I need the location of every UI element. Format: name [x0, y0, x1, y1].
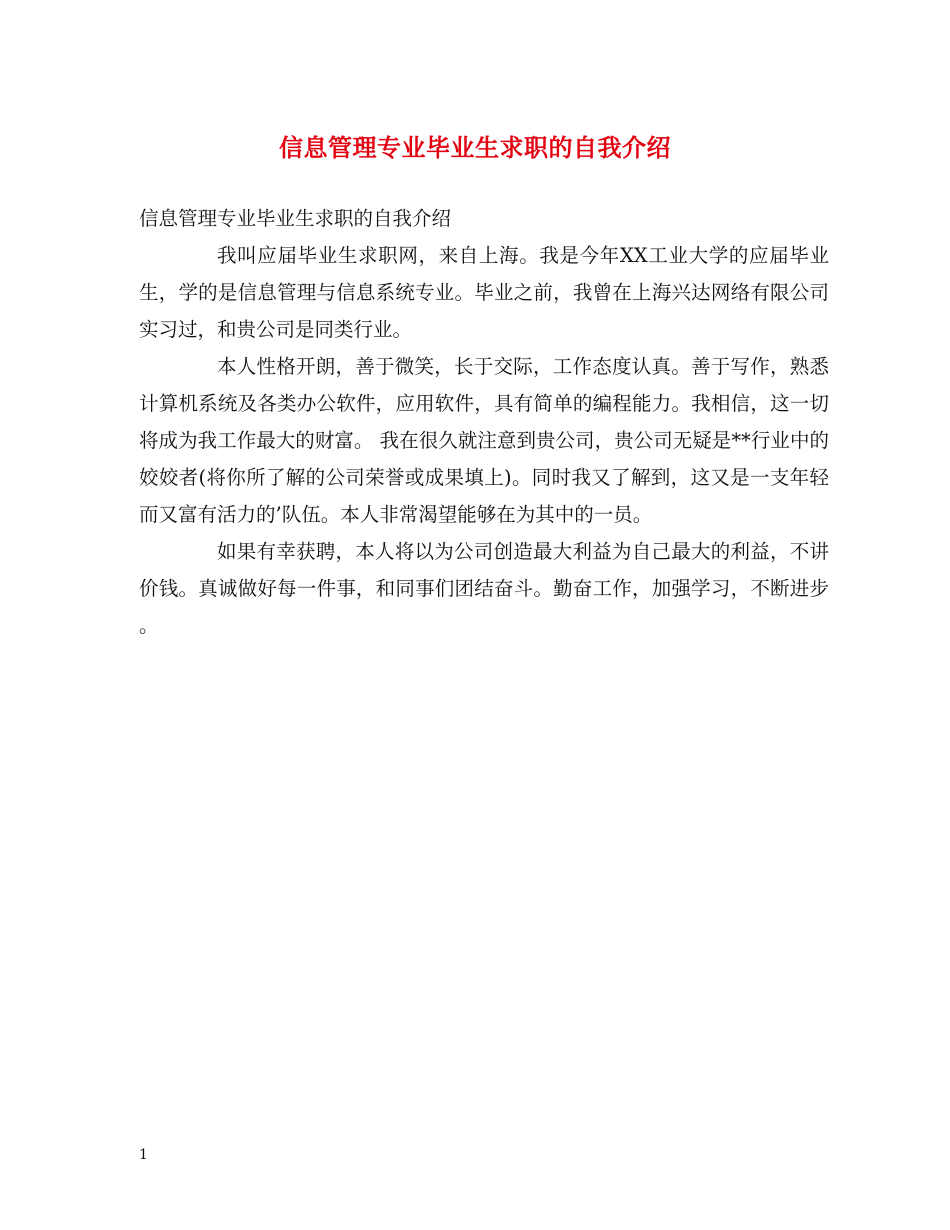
document-subtitle: 信息管理专业毕业生求职的自我介绍 — [139, 207, 452, 230]
paragraph-1: 我叫应届毕业生求职网，来自上海。我是今年XX工业大学的应届毕业生，学的是信息管理与信息系统专业。毕业之前，我曾在上海兴达网络有限公司实习过，和贵公司是同类行业。 — [139, 244, 829, 341]
document-body — [139, 200, 829, 644]
paragraph-2: 本人性格开朗，善于微笑，长于交际，工作态度认真。善于写作，熟悉计算机系统及各类办公软件，应用软件，具有简单的编程能力。我相信，这一切将成为我工作最大的财富。 我在很久就注意到贵公司，贵公司无疑是**行业中的姣姣者(将你所了解的公司荣誉或成果填上)。同时我又了解到，这又是一支年轻而又富有活力的’队伍。本人非常渴望能够在为其中的一员。 — [139, 355, 829, 526]
document-title: 信息管理专业毕业生求职的自我介绍 — [279, 133, 671, 162]
paragraph-3: 如果有幸获聘，本人将以为公司创造最大利益为自己最大的利益，不讲价钱。真诚做好每一件事，和同事们团结奋斗。勤奋工作，加强学习，不断进步。 — [139, 540, 829, 637]
page-number: 1 — [139, 1147, 148, 1163]
